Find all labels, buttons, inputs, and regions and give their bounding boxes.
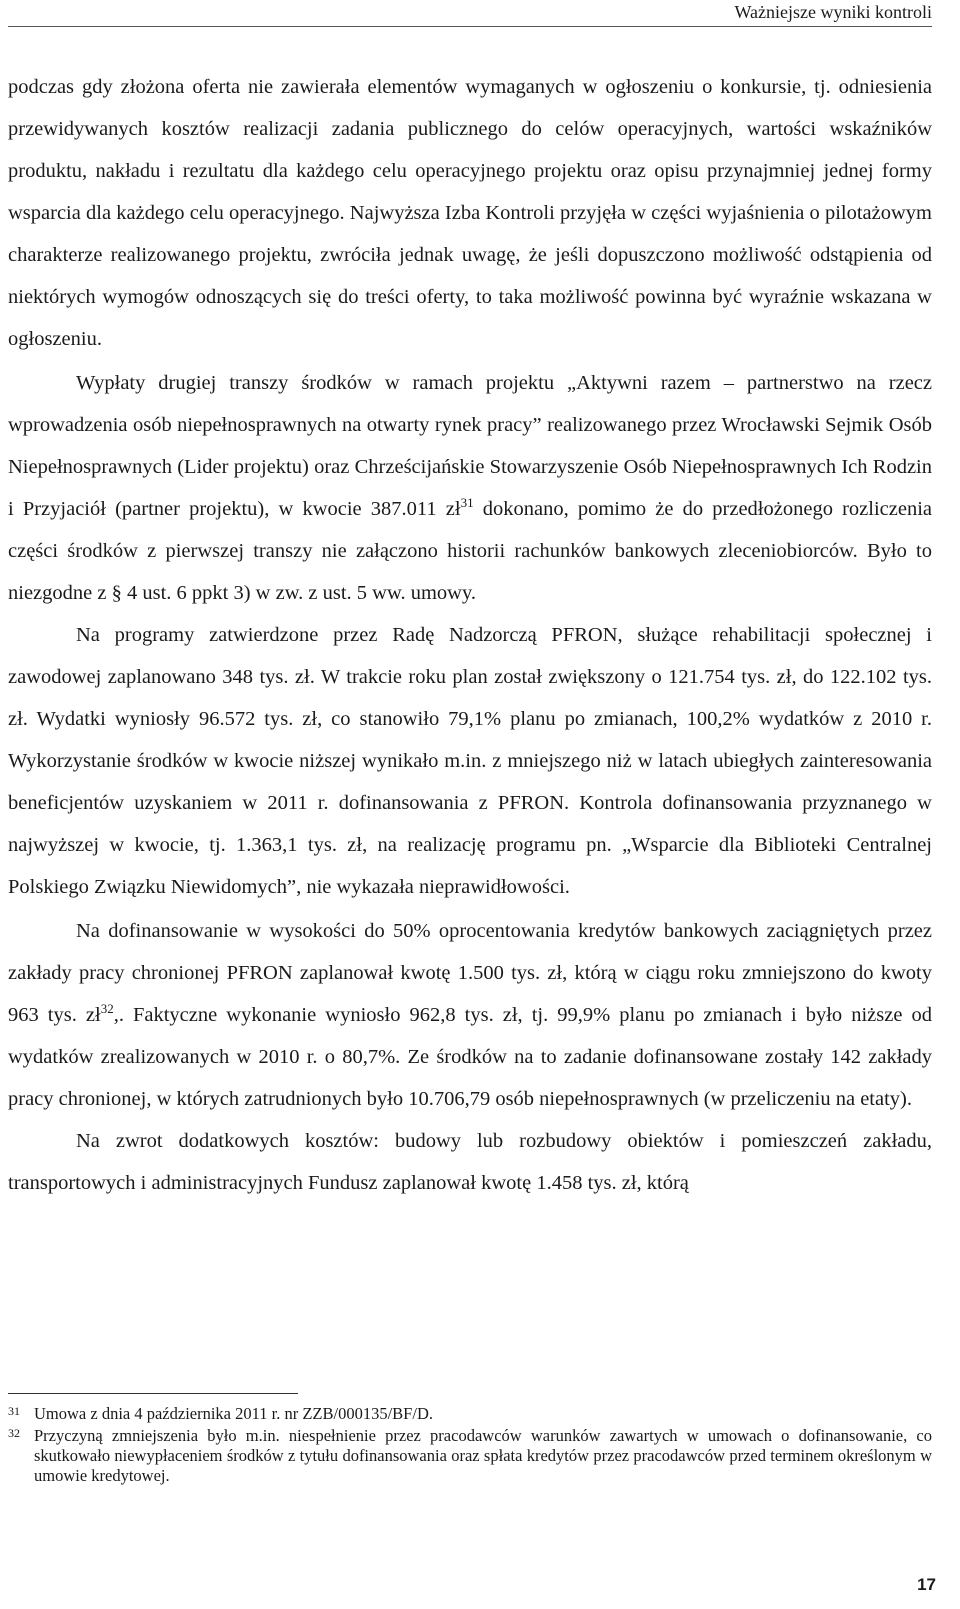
paragraph-3: Na programy zatwierdzone przez Radę Nadzorczą PFRON, służące rehabilitacji społecznej i zawodowej zaplanowano 348 tys. zł. W trakcie roku plan został zwiększony o 121.754 tys. zł, do 122.102 tys. zł. Wydatki wyniosły 96.572 tys. zł, co stanowiło 79,1% planu po zmianach, 100,2% wydatków z 2010 r. Wykorzystanie środków w kwocie niższej wynikało m.in. z mniejszego niż w latach ubiegłych zainteresowania beneficjentów uzyskaniem w 2011 r. dofinansowania z PFRON. Kontrola dofinansowania przyznanego w najwyższej w kwocie, tj. 1.363,1 tys. zł, na realizację programu pn. „Wsparcie dla Biblioteki Centralnej Polskiego Związku Niewidomych”, nie wykazała nieprawidłowości. xyxy=(8,624,932,898)
running-header xyxy=(8,0,932,27)
paragraph-2-part-2: dokonano, pomimo że do przedłożonego rozliczenia części środków z pierwszej transzy nie załączono historii rachunków bankowych zleceniobiorców. Było to niezgodne z § 4 ust. 6 ppkt 3) w zw. z ust. 5 ww. umowy. xyxy=(8,498,932,604)
paragraph-5: Na zwrot dodatkowych kosztów: budowy lub rozbudowy obiektów i pomieszczeń zakładu, transportowych i administracyjnych Fundusz zaplanował kwotę 1.458 tys. zł, którą xyxy=(8,1130,932,1194)
footnote-number: 31 xyxy=(8,1404,20,1418)
footnote-separator xyxy=(8,1393,298,1394)
paragraph-4 xyxy=(8,910,932,1120)
paragraph-2 xyxy=(8,362,932,614)
page-number: 17 xyxy=(917,1575,936,1594)
footnote-text: Przyczyną zmniejszenia było m.in. niespełnienie przez pracodawców warunków zawartych w umowach o dofinansowanie, co skutkowało niewypłaceniem środków z tytułu dofinansowania oraz spłata kredytów przez pracodawców przed terminem określonym w umowie kredytowej. xyxy=(34,1426,932,1485)
footnote-text: Umowa z dnia 4 października 2011 r. nr ZZB/000135/BF/D. xyxy=(34,1404,433,1423)
footnote-ref-32: 32 xyxy=(100,1001,114,1017)
paragraph-2-part-1: Wypłaty drugiej transzy środków w ramach projektu „Aktywni razem – partnerstwo na rzecz wprowadzenia osób niepełnosprawnych na otwarty rynek pracy” realizowanego przez Wrocławski Sejmik Osób Niepełnosprawnych (Lider projektu) oraz Chrześcijańskie Stowarzyszenie Osób Niepełnosprawnych Ich Rodzin i Przyjaciół (partner projektu), w kwocie 387.011 zł xyxy=(8,372,932,520)
footnote-number: 32 xyxy=(8,1426,20,1440)
paragraph-1: podczas gdy złożona oferta nie zawierała elementów wymaganych w ogłoszeniu o konkursie, tj. odniesienia przewidywanych kosztów realizacji zadania publicznego do celów operacyjnych, wartości wskaźników produktu, nakładu i rezultatu dla każdego celu operacyjnego projektu oraz opisu przynajmniej jednej formy wsparcia dla każdego celu operacyjnego. Najwyższa Izba Kontroli przyjęła w części wyjaśnienia o pilotażowym charakterze realizowanego projektu, zwróciła jednak uwagę, że jeśli dopuszczono możliwość odstąpienia od niektórych wymogów odnoszących się do treści oferty, to taka możliwość powinna być wyraźnie wskazana w ogłoszeniu. xyxy=(8,76,932,350)
footnote-ref-31: 31 xyxy=(460,495,474,511)
footnote-31 xyxy=(8,1404,932,1424)
footnote-32 xyxy=(8,1426,932,1486)
paragraph-4-part-1: Na dofinansowanie w wysokości do 50% oprocentowania kredytów bankowych zaciągniętych przez zakłady pracy chronionej PFRON zaplanował kwotę 1.500 tys. zł, którą w ciągu roku zmniejszono do kwoty 963 tys. zł xyxy=(8,920,932,1026)
header-title: Ważniejsze wyniki kontroli xyxy=(734,2,932,22)
footnotes xyxy=(8,1404,932,1488)
paragraph-4-part-2: ,. Faktyczne wykonanie wyniosło 962,8 tys. zł, tj. 99,9% planu po zmianach i było niższe od wydatków zrealizowanych w 2010 r. o 80,7%. Ze środków na to zadanie dofinansowane zostały 142 zakłady pracy chronionej, w których zatrudnionych było 10.706,79 osób niepełnosprawnych (w przeliczeniu na etaty). xyxy=(8,1004,932,1110)
main-text xyxy=(8,66,932,1204)
